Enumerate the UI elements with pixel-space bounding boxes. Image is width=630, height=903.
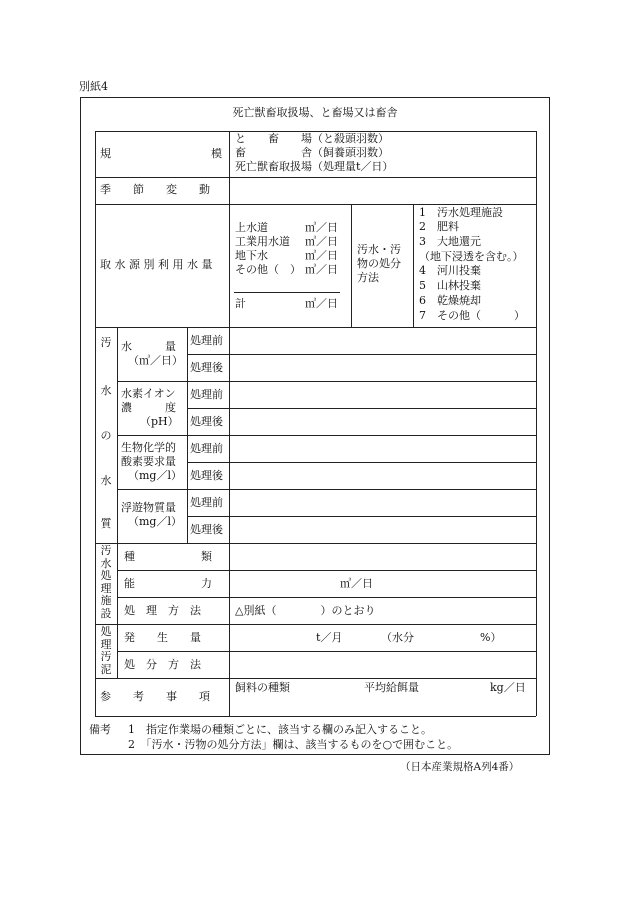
before-treatment-label: 処理前 [190, 334, 223, 347]
source-name: 工業用水道 [235, 235, 290, 248]
facility-capacity-unit: ㎥／日 [340, 577, 373, 590]
note-item: 1 指定作業場の種類ごとに、該当する欄のみ記入すること。 [128, 723, 432, 736]
disposal-option: 7 その他（ ） [419, 309, 525, 322]
disposal-option: 4 河川投棄 [419, 264, 481, 277]
facility-label-char: 施 [100, 594, 112, 607]
facility-label-char: 汚 [100, 544, 112, 557]
source-unit: ㎥／日 [305, 221, 338, 234]
facility-label-char: 設 [100, 606, 112, 620]
after-treatment-label: 処理後 [190, 523, 223, 536]
source-unit: ㎥／日 [305, 235, 338, 248]
before-treatment-label: 処理前 [190, 442, 223, 455]
disposal-method-label: 物の処分 [357, 257, 401, 270]
sludge-amount-label: 発 生 量 [124, 631, 201, 644]
quality-item-label: 浮遊物質量 [121, 501, 176, 514]
facility-label-char: 理 [100, 581, 112, 595]
facility-method-value: △別紙（ ）のとおり [235, 604, 376, 617]
facility-capacity-label: 能 力 [124, 577, 212, 590]
reference-label: 参 考 事 項 [100, 690, 210, 703]
disposal-option: 1 汚水処理施設 [419, 206, 503, 219]
scale-line: と 畜 場（と殺頭羽数） [235, 132, 389, 145]
disposal-option: 2 肥料 [419, 220, 459, 233]
feed-average-label: 平均給餌量 [364, 681, 419, 694]
quality-item-label: 酸素要求量 [121, 455, 176, 468]
sludge-disposal-label: 処 分 方 法 [124, 658, 201, 671]
sludge-label-char: 泥 [100, 662, 112, 676]
total-unit: ㎥／日 [305, 297, 338, 310]
quality-section-label: 汚 [100, 336, 112, 349]
sludge-label-char: 処 [100, 625, 112, 638]
facility-label-char: 水 [100, 556, 112, 570]
facility-type-label: 種 類 [124, 550, 212, 563]
disposal-option: （地下浸透を含む。） [419, 250, 524, 263]
facility-section-label [99, 545, 113, 620]
disposal-method-label: 汚水・汚 [357, 243, 401, 256]
quality-section-label: 水 [100, 474, 112, 487]
quality-item-label: 水 量 [121, 340, 176, 353]
water-source-label: 取 水 源 別 利 用 水 量 [100, 258, 213, 271]
sludge-label-char: 理 [100, 637, 112, 651]
quality-item-label: 水素イオン [121, 387, 176, 400]
quality-section-label: 水 [100, 384, 112, 397]
scale-label: 規 模 [100, 147, 222, 160]
sludge-section-label [99, 626, 113, 676]
disposal-option: 5 山林投棄 [419, 279, 481, 292]
quality-section-label: の [100, 429, 112, 442]
form-title: 死亡獣畜取扱場、と畜場又は畜舎 [232, 106, 398, 119]
quality-section-label: 質 [100, 517, 112, 530]
quality-item-label: 生物化学的 [121, 441, 176, 454]
disposal-option: 3 大地還元 [419, 235, 481, 248]
source-unit: ㎥／日 [305, 263, 338, 276]
before-treatment-label: 処理前 [190, 496, 223, 509]
note-item: 2 「汚水・汚物の処分方法」欄は、該当するものを○で囲むこと。 [128, 738, 459, 751]
sludge-moisture-label: （水分 [381, 631, 414, 644]
facility-method-label: 処 理 方 法 [124, 604, 201, 617]
source-name: 上水道 [235, 221, 268, 234]
paper-size-note: （日本産業規格A列4番） [400, 761, 520, 773]
after-treatment-label: 処理後 [190, 469, 223, 482]
source-name: 地下水 [235, 249, 268, 262]
sludge-moisture-unit: %） [480, 631, 502, 644]
quality-item-label: （pH） [140, 415, 179, 428]
sludge-label-char: 汚 [100, 650, 112, 663]
sludge-amount-unit: t／月 [316, 631, 343, 644]
quality-item-label: （㎥／日） [128, 354, 183, 367]
facility-label-char: 処 [100, 569, 112, 582]
after-treatment-label: 処理後 [190, 415, 223, 428]
season-label: 季 節 変 動 [100, 183, 210, 196]
attachment-label: 別紙4 [79, 80, 108, 93]
disposal-method-label: 方法 [357, 271, 379, 284]
feed-type-label: 飼料の種類 [235, 681, 290, 694]
after-treatment-label: 処理後 [190, 361, 223, 374]
total-label: 計 [235, 297, 246, 310]
scale-line: 畜 舎（飼養頭羽数） [235, 146, 389, 159]
quality-item-label: （mg／l） [128, 515, 182, 528]
feed-average-unit: kg／日 [490, 681, 526, 694]
before-treatment-label: 処理前 [190, 388, 223, 401]
quality-item-label: （mg／l） [128, 469, 182, 482]
source-name: その他（ ） [235, 263, 301, 276]
source-unit: ㎥／日 [305, 249, 338, 262]
disposal-option: 6 乾燥焼却 [419, 294, 481, 307]
quality-item-label: 濃 度 [121, 401, 176, 414]
notes-heading: 備考 [89, 723, 111, 736]
scale-line: 死亡獣畜取扱場（処理量t／日） [235, 160, 394, 173]
